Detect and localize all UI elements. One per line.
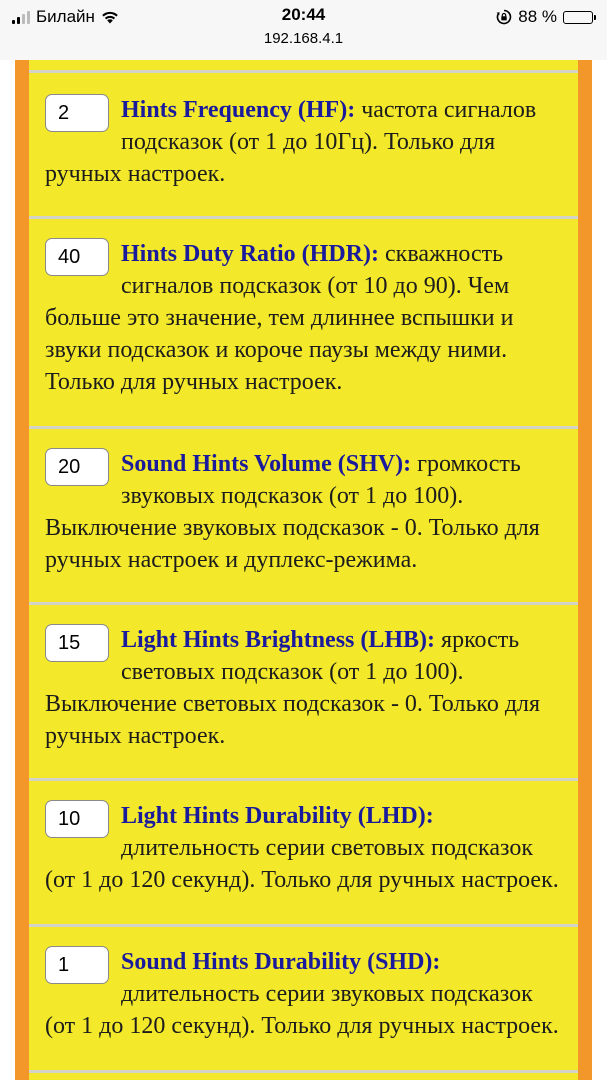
status-bar <box>0 0 607 60</box>
sound-hints-volume-input[interactable] <box>45 448 109 486</box>
setting-text <box>45 946 564 1042</box>
light-hints-durability-input[interactable] <box>45 800 109 838</box>
setting-text <box>45 800 564 896</box>
settings-row-lhb <box>29 605 578 778</box>
settings-row-shd <box>29 927 578 1070</box>
setting-name: Sound Hints Volume (SHV): <box>121 451 412 477</box>
hints-frequency-input[interactable] <box>45 94 109 132</box>
settings-row-previous <box>29 60 578 70</box>
orientation-lock-icon <box>496 9 512 25</box>
light-hints-brightness-input[interactable] <box>45 624 109 662</box>
setting-name: Hints Frequency (HF): <box>121 97 356 123</box>
setting-name: Light Hints Brightness (LHB): <box>121 627 436 653</box>
setting-name: Hints Duty Ratio (HDR): <box>121 241 379 267</box>
status-right <box>496 7 593 27</box>
settings-row-next <box>29 1073 578 1080</box>
battery-icon <box>563 11 593 24</box>
setting-name: Sound Hints Durability (SHD): <box>121 949 441 975</box>
orange-frame <box>15 60 592 1080</box>
setting-name: Light Hints Durability (LHD): <box>121 803 434 829</box>
setting-description: длительность серии звуковых подсказок (от 1 до 120 секунд). Только для ручных настроек. <box>45 981 559 1039</box>
sound-hints-durability-input[interactable] <box>45 946 109 984</box>
hints-duty-ratio-input[interactable] <box>45 238 109 276</box>
setting-description: длительность серии световых подсказок (от 1 до 120 секунд). Только для ручных настроек. <box>45 835 559 893</box>
setting-text <box>45 94 564 190</box>
setting-description: скважность сигналов подсказок (от 10 до 90). Чем больше это значение, тем длиннее вспышки и звуки подсказок и короче паузы между ними. Только для ручных настроек. <box>45 241 514 395</box>
clock: 20:44 <box>281 5 326 24</box>
settings-row-lhd <box>29 781 578 924</box>
settings-row-hdr <box>29 219 578 426</box>
address-bar-url[interactable]: 192.168.4.1 <box>263 30 344 47</box>
settings-row-shv <box>29 429 578 602</box>
settings-row-hf <box>29 73 578 216</box>
battery-percent: 88 % <box>518 7 557 26</box>
setting-text <box>45 448 564 576</box>
setting-description: громкость звуковых подсказок (от 1 до 100). Выключение звуковых подсказок - 0. Только для ручных настроек и дуплекс-режима. <box>45 451 540 573</box>
web-page <box>0 60 607 1080</box>
setting-description: яркость световых подсказок (от 1 до 100). Выключение световых подсказок - 0. Только для ручных настроек. <box>45 627 541 749</box>
setting-text <box>45 624 564 752</box>
settings-list <box>29 60 578 1080</box>
setting-text <box>45 238 564 398</box>
carrier-name: Билайн <box>36 7 95 26</box>
setting-description: частота сигналов подсказок (от 1 до 10Гц). Только для ручных настроек. <box>45 97 537 187</box>
